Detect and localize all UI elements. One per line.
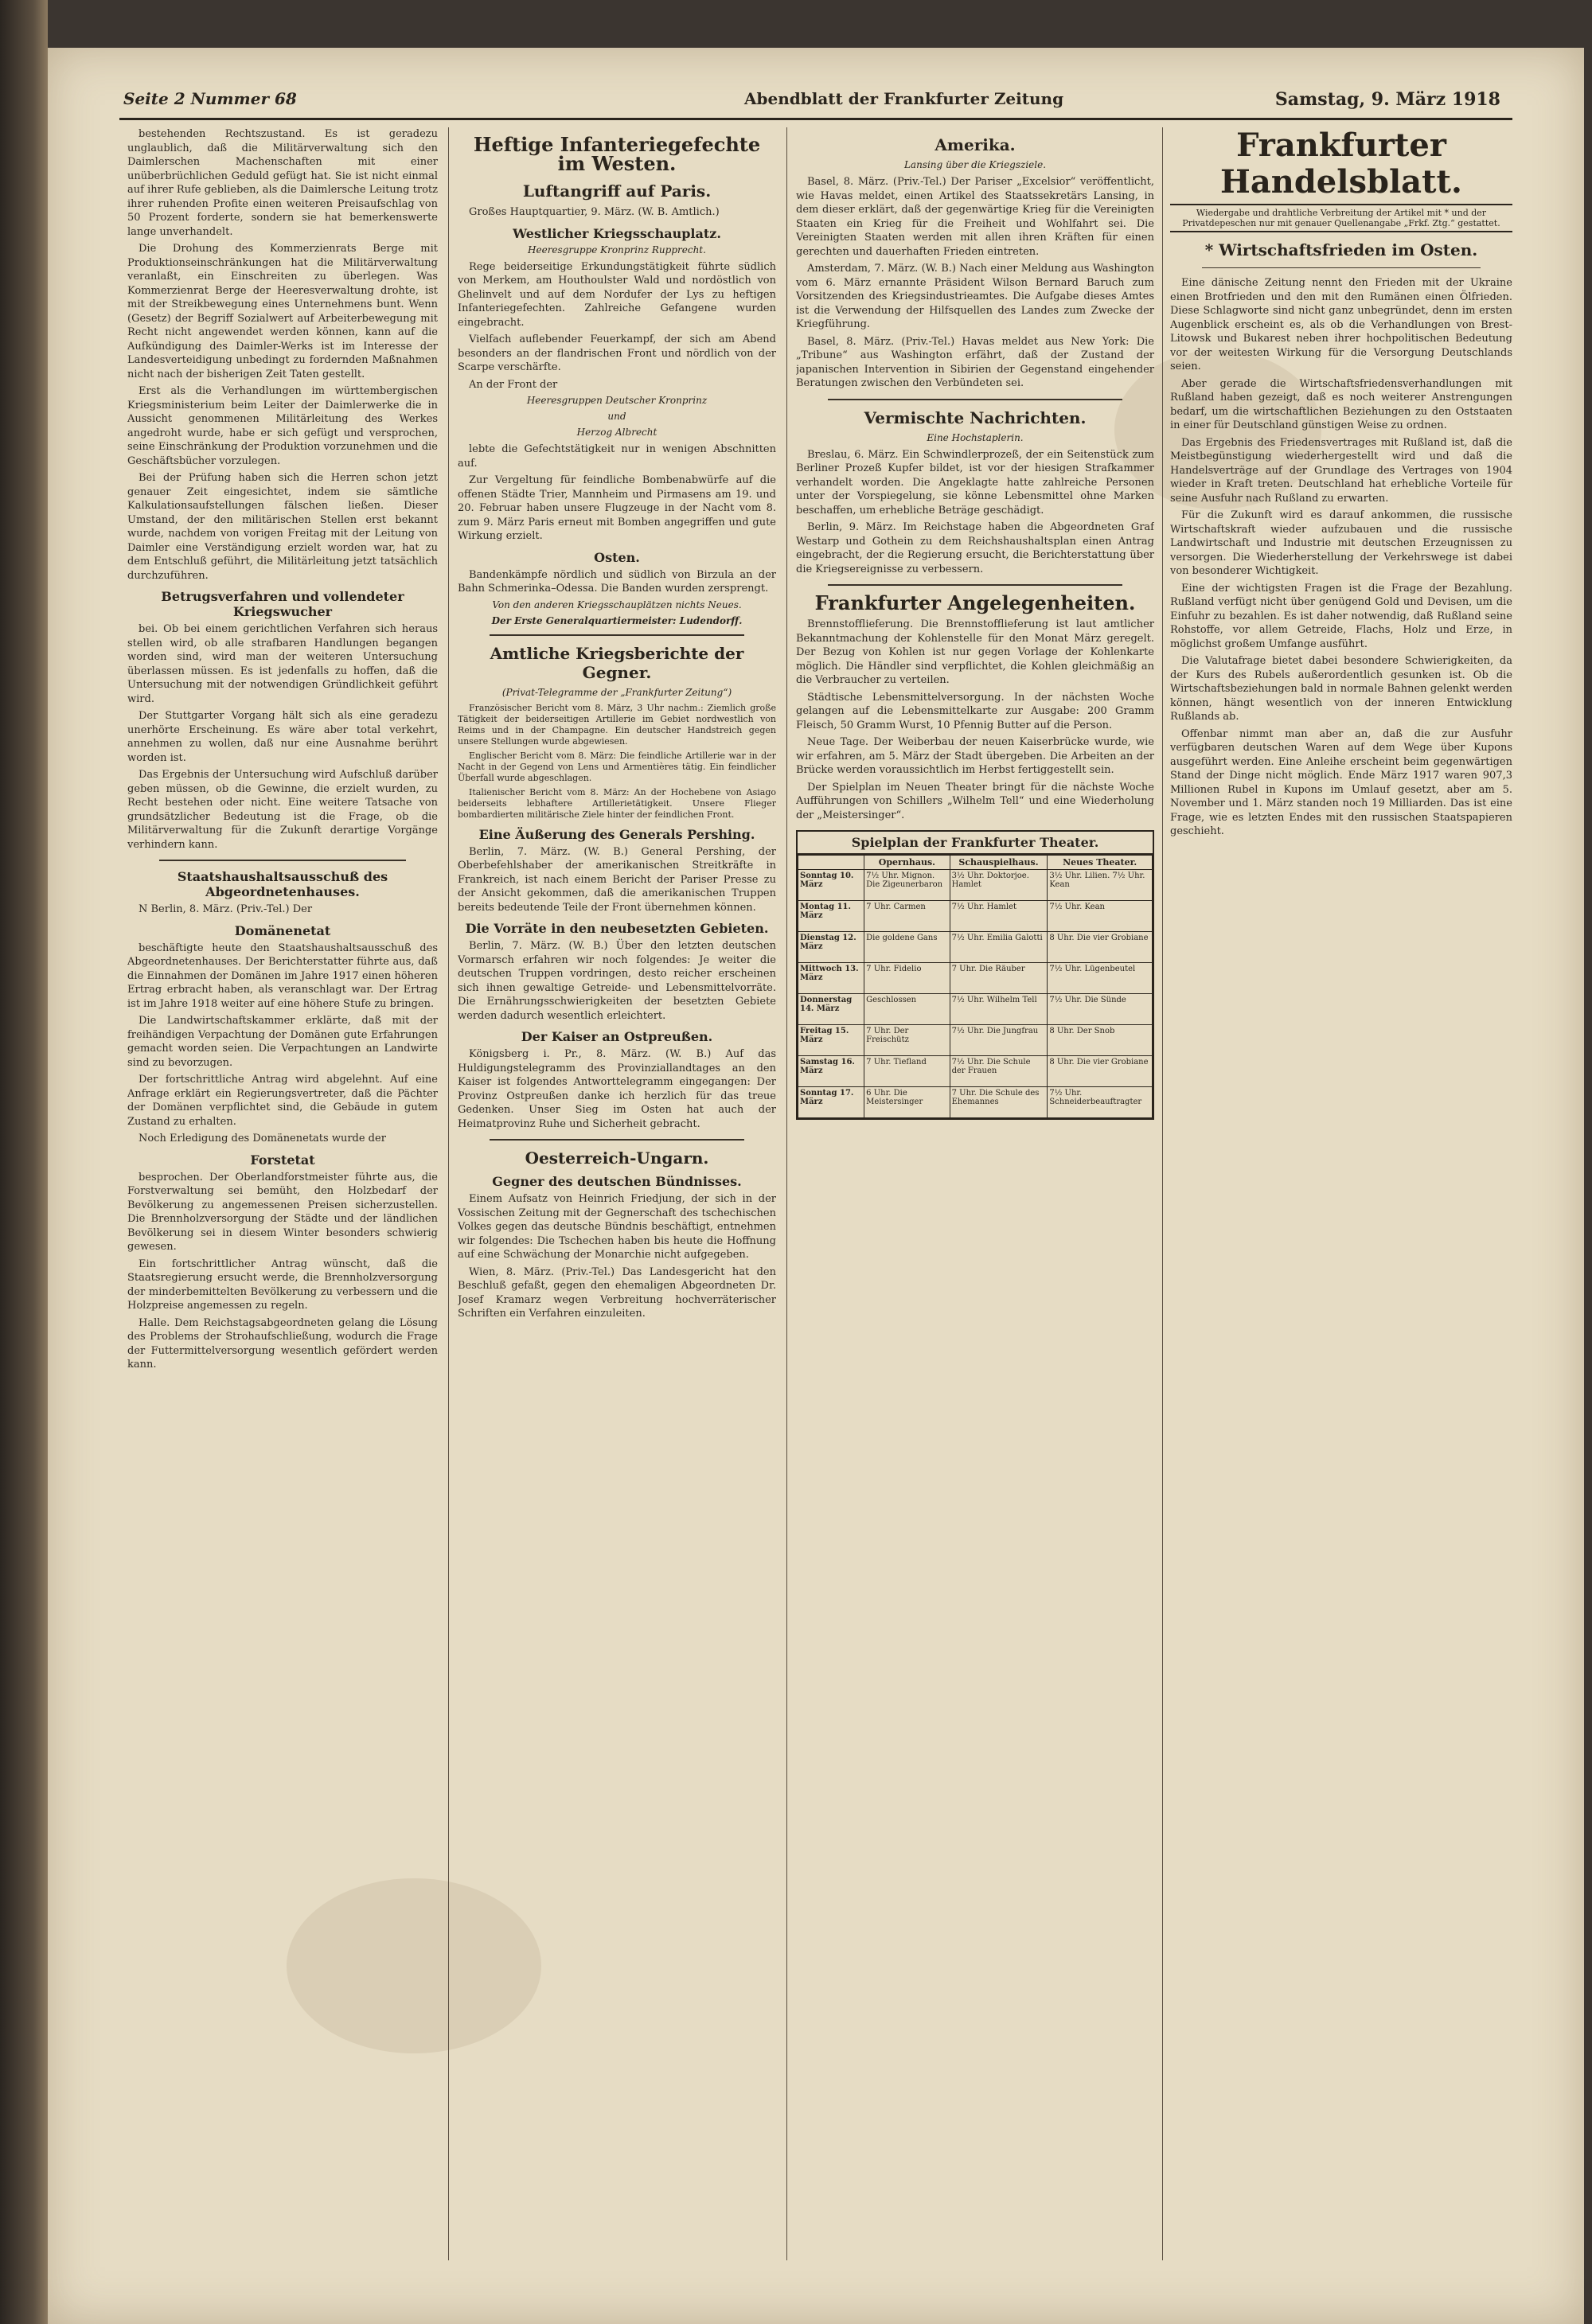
- table-row: [798, 994, 1153, 1025]
- army-group: Heeresgruppen Deutscher Kronprinz: [526, 395, 708, 406]
- issue-date: Samstag, 9. März 1918: [1274, 89, 1500, 110]
- sub-headline: Luftangriff auf Paris.: [522, 181, 712, 201]
- article-paragraph: Breslau, 6. März. Ein Schwindlerprozeß, der ein Seitenstück zum Berliner Prozeß Kupfer bildet, ist vor der hiesigen Strafkammer verhandelt worden. Die Angeklagte hatte zahlreiche Personen unter der Vorspiegelung, sie könne Lebensmittel ohne Marken beschaffen, um erhebliche Beträge geschädigt.: [796, 448, 1154, 517]
- section-heading: Frankfurter Angelegenheiten.: [814, 591, 1136, 614]
- section-heading: Amtliche Kriegsberichte der Gegner.: [490, 643, 744, 682]
- article-paragraph: Erst als die Verhandlungen im württembergischen Kriegsministerium beim Leiter der Daimlerwerke die in Aussicht genommenen Militärleitung des Werkes angedroht wurde, habe er sich gefügt und versprochen, seine Einschränkung der Produktion vorzunehmen und die Geschäftsbücher vorzulegen.: [127, 385, 438, 467]
- article-paragraph: Italienischer Bericht vom 8. März: An der Hochebene von Asiago beiderseits lebhaftere Artillerietätigkeit. Unsere Flieger bombardierten militärische Ziele hinter der feindlichen Front.: [458, 786, 776, 820]
- table-cell: 8 Uhr. Der Snob: [1048, 1025, 1153, 1056]
- section-divider: [490, 634, 744, 636]
- article-paragraph: Für die Zukunft wird es darauf ankommen, die russische Wirtschaftskraft wieder aufzubauen und die russische Landwirtschaft und Industrie mit deutschen Erzeugnissen zu versorgen. Die Wiederherstellung der Verkehrswege ist dabei von besonderer Wichtigkeit.: [1170, 509, 1512, 577]
- table-cell: 7½ Uhr. Die Jungfrau: [950, 1025, 1048, 1056]
- header-rule: [119, 118, 1512, 120]
- table-row: [798, 1056, 1153, 1087]
- book-gutter: [0, 0, 48, 2324]
- column-divider: [1162, 127, 1163, 2260]
- article-paragraph: Amsterdam, 7. März. (W. B.) Nach einer Meldung aus Washington vom 6. März ernannte Präsident Wilson Bernard Baruch zum Vorsitzenden des Kriegsindustrieamtes. Die Aufgabe dieses Amtes ist die Verwendung der Hilfsquellen des Landes zum Zwecke der Kriegführung.: [796, 263, 1154, 330]
- table-row: [798, 1025, 1153, 1056]
- table-cell: Freitag 15. März: [798, 1025, 864, 1056]
- article-paragraph: Der fortschrittliche Antrag wird abgelehnt. Auf eine Anfrage erklärt ein Regierungsvertreter, daß die Pächter der Domänen verpflichtet sind, die Gebäude in gutem Zustand zu erhalten.: [127, 1074, 438, 1128]
- article-paragraph: Die Valutafrage bietet dabei besondere Schwierigkeiten, da der Kurs des Rubels außerordentlich gesunken ist. Ob die Wirtschaftsbeziehungen bald in normale Bahnen gelenkt werden können, hängt wesentlich von der inneren Entwicklung Rußlands ab.: [1170, 655, 1512, 723]
- article-paragraph: Wien, 8. März. (Priv.-Tel.) Das Landesgericht hat den Beschluß gefaßt, gegen den ehemaligen Abgeordneten Dr. Josef Kramarz wegen Verbreitung hochverräterischer Schriften ein Verfahren einzuleiten.: [458, 1265, 776, 1320]
- section-note: (Privat-Telegramme der „Frankfurter Zeitung“): [501, 686, 732, 698]
- table-cell: 7 Uhr. Carmen: [864, 901, 950, 932]
- article-paragraph: Berlin, 9. März. Im Reichstage haben die Abgeordneten Graf Westarp und Gothein zu dem Reichshaushaltsplan einen Antrag eingebracht, der die Regierung ersucht, die Berichterstattung über die Kriegsereignisse zu verbessern.: [796, 521, 1154, 575]
- column-4: [1170, 127, 1512, 2268]
- article-heading: * Wirtschaftsfrieden im Osten.: [1204, 240, 1478, 259]
- table-cell: Donnerstag 14. März: [798, 994, 864, 1025]
- table-row: [798, 901, 1153, 932]
- section-divider: [490, 1139, 744, 1141]
- table-cell: 7 Uhr. Die Schule des Ehemannes: [950, 1087, 1048, 1118]
- dateline: N Berlin, 8. März. (Priv.-Tel.) Der: [139, 903, 313, 915]
- army-group: Herzog Albrecht: [576, 427, 657, 438]
- section-divider: [1202, 267, 1481, 268]
- table-cell: 7½ Uhr. Emilia Galotti: [950, 932, 1048, 963]
- table-row: [798, 1087, 1153, 1118]
- article-paragraph: Brennstofflieferung. Die Brennstofflieferung ist laut amtlicher Bekanntmachung der Kohlenstelle für den Monat März geregelt. Der Bezug von Kohlen ist nur gegen Vorlage der Kohlenkarte möglich. Die Händler sind verpflichtet, die Kohlen gleichmäßig an die Verbraucher zu verteilen.: [796, 618, 1154, 686]
- section-heading: Oesterreich-Ungarn.: [525, 1148, 709, 1168]
- headline: Heftige Infanteriegefechte im Westen.: [473, 133, 761, 175]
- section-sub: Lansing über die Kriegsziele.: [903, 159, 1047, 170]
- article-paragraph: Offenbar nimmt man aber an, daß die zur Ausfuhr verfügbaren deutschen Waren auf dem Wege über Kupons ausgeführt werden. Eine Anleihe erscheint beim gegenwärtigen Stand der Dinge nicht möglich. Ende März 1917 waren 907,3 Millionen Rubel in Kupons im Umlauf gesetzt, aber am 5. November und 1. März standen noch 19 Milliarden. Das ist eine Frage, wie es letzten Endes mit den russischen Staatspapieren geschieht.: [1170, 727, 1512, 837]
- table-cell: Montag 11. März: [798, 901, 864, 932]
- section-divider: [828, 399, 1122, 400]
- sub-heading: Der Kaiser an Ostpreußen.: [521, 1029, 713, 1044]
- article-paragraph: Einem Aufsatz von Heinrich Friedjung, der sich in der Vossischen Zeitung mit der Gegnerschaft des tschechischen Volkes gegen das deutsche Bündnis beschäftigt, entnehmen wir folgendes: Die Tschechen haben bis heute die Hoffnung auf eine Schwächung der Monarchie nicht aufgegeben.: [458, 1193, 776, 1261]
- army-group: Heeresgruppe Kronprinz Rupprecht.: [528, 244, 706, 255]
- table-row: [798, 870, 1153, 901]
- article-paragraph: Neue Tage. Der Weiberbau der neuen Kaiserbrücke wurde, wie wir erfahren, am 5. März der Stadt übergeben. Die Arbeiten an der Brücke werden voraussichtlich im Herbst fertiggestellt sein.: [796, 736, 1154, 776]
- table-cell: Dienstag 12. März: [798, 932, 864, 963]
- other-fronts: Von den anderen Kriegsschauplätzen nichts Neues.: [492, 599, 742, 610]
- article-paragraph: beschäftigte heute den Staatshaushaltsausschuß des Abgeordnetenhauses. Der Berichterstatter führte aus, daß die Einnahmen der Domänen im Jahre 1917 einen höheren Ertrag erbracht haben, als veranschlagt war. Der Ertrag ist im Jahre 1918 weiter auf eine höhere Stufe zu bringen.: [127, 942, 438, 1010]
- table-cell: 7½ Uhr. Lügenbeutel: [1048, 963, 1153, 994]
- article-paragraph: Das Ergebnis der Untersuchung wird Aufschluß darüber geben müssen, ob die Gewinne, die erzielt wurden, zu Recht bestehen oder nicht. Eine weitere Tatsache von grundsätzlicher Bedeutung ist die Frage, ob die Militärverwaltung für die Zukunft derartige Vorgänge verhindern kann.: [127, 769, 438, 851]
- article-paragraph: Ein fortschrittlicher Antrag wünscht, daß die Staatsregierung ersucht werde, die Brennholzversorgung der minderbemittelten Bevölkerung zu verbessern und die Holzpreise angemessen zu regeln.: [127, 1258, 438, 1312]
- table-cell: Die goldene Gans: [864, 932, 950, 963]
- table-cell: 3½ Uhr. Lilien. 7½ Uhr. Kean: [1048, 870, 1153, 901]
- article-paragraph: Bei der Prüfung haben sich die Herren schon jetzt genauer Zeit eingesichtet, indem sie sämtliche Kalkulationsaufstellungen fälschen ließen. Dieser Umstand, der den militärischen Stellen erst bekannt wurde, nachdem von vorigen Freitag mit der Leitung von Daimler eine Verständigung erzielt worden war, hat zu dem Entschluß geführt, die Militärleitung jetzt tatsächlich durchzuführen.: [127, 472, 438, 582]
- theater-title: Spielplan der Frankfurter Theater.: [798, 832, 1153, 855]
- table-header: [798, 856, 864, 870]
- article-paragraph: Städtische Lebensmittelversorgung. In der nächsten Woche gelangen auf die Lebensmittelkarte zur Ausgabe: 200 Gramm Fleisch, 50 Gramm Wurst, 10 Pfennig Butter auf die Person.: [796, 691, 1154, 731]
- sub-heading: Eine Äußerung des Generals Pershing.: [478, 826, 755, 842]
- article-paragraph: Eine dänische Zeitung nennt den Frieden mit der Ukraine einen Brotfrieden und den mit den Rumänen einen Ölfrieden. Diese Schlagworte sind nicht ganz unbegründet, denn im ersten Augenblick erscheint es, als ob die Verhandlungen von Brest-Litowsk und Bukarest neben ihrer hochpolitischen Bedeutung vor der weitesten Wirkung für die Versorgung Deutschlands seien.: [1170, 277, 1512, 372]
- table-cell: 7½ Uhr. Die Sünde: [1048, 994, 1153, 1025]
- article-paragraph: Bandenkämpfe nördlich und südlich von Birzula an der Bahn Schmerinka–Odessa. Die Banden wurden zersprengt.: [458, 568, 776, 595]
- table-row: [798, 932, 1153, 963]
- article-paragraph: Berlin, 7. März. (W. B.) General Pershing, der Oberbefehlshaber der amerikanischen Streitkräfte in Frankreich, ist nach einem Bericht der Pariser Presse zu der Ansicht gekommen, daß die amerikanischen Truppen bereits bedeutende Teile der Front übernehmen können.: [458, 845, 776, 914]
- table-cell: 7½ Uhr. Hamlet: [950, 901, 1048, 932]
- inline-heading: Betrugsverfahren und vollendeter Kriegswucher: [161, 589, 404, 619]
- handelsblatt-note: Wiedergabe und drahtliche Verbreitung der Artikel mit * und der Privatdepeschen nur mit genauer Quellenangabe „Frkf. Ztg.“ gestattet.: [1170, 204, 1512, 232]
- running-head: [76, 89, 1508, 121]
- table-cell: 7 Uhr. Fidelio: [864, 963, 950, 994]
- article-paragraph: Aber gerade die Wirtschaftsfriedensverhandlungen mit Rußland haben gezeigt, daß es noch weiterer Anstrengungen bedarf, um die wirtschaftlichen Beziehungen zu den Oststaaten in einer für Deutschland günstigen Weise zu ordnen.: [1170, 377, 1512, 431]
- article-paragraph: Die Drohung des Kommerzienrats Berge mit Produktionseinschränkungen hat die Militärverwaltung veranlaßt, ein Einschreiten zu überlegen. Was Kommerzienrat Berge der Heeresverwaltung drohte, ist mit der Streikbewegung eines Unternehmens bunt. Wenn (Gesetz) der Begriff Sozialwert auf Arbeiterbewegung mit Recht nicht angewendet werden können, kann auf die Aufkündigung des Daimler-Werks ist im Interesse der Landesverteidigung unbedingt zu fordernden Maßnahmen nicht nach der bisherigen Zeit Taten gestellt.: [127, 243, 438, 380]
- article-paragraph: bestehenden Rechtszustand. Es ist geradezu unglaublich, daß die Militärverwaltung sich den Daimlerschen Machenschaften mit einer unüberbrüchlichen Geduld gefügt hat. Sie ist nicht einmal auf ihrer Rufe geblieben, als die Daimlersche Leitung trotz ihrer ruhenden Profite einen weiteren Preisaufschlag von 50 Prozent forderte, sondern sie hat bemerkenswerte lange unverhandelt.: [127, 128, 438, 238]
- table-cell: 7 Uhr. Tiefland: [864, 1056, 950, 1087]
- article-paragraph: Berlin, 7. März. (W. B.) Über den letzten deutschen Vormarsch erfahren wir noch folgendes: Je weiter die deutschen Truppen vordringen, desto reicher erscheinen sich ihnen gewaltige Getreide- und Lebensmittelvorräte. Die Ernährungsschwierigkeiten der besetzten Gebiete werden dadurch wesentlich erleichtert.: [458, 940, 776, 1022]
- article-paragraph: Rege beiderseitige Erkundungstätigkeit führte südlich von Merkem, am Houthoulster Wald und nordöstlich von Ghelinvelt und auf dem Nordufer der Lys zu heftigen Infanteriegefechten. Zahlreiche Gefangene wurden eingebracht.: [458, 260, 776, 329]
- column-1: [127, 127, 438, 2268]
- table-cell: 6 Uhr. Die Meistersinger: [864, 1087, 950, 1118]
- table-cell: Mittwoch 13. März: [798, 963, 864, 994]
- section-sub: Eine Hochstaplerin.: [927, 431, 1024, 443]
- article-paragraph: An der Front der: [469, 378, 558, 391]
- paper-title: Abendblatt der Frankfurter Zeitung: [744, 89, 1064, 108]
- sub-heading: Forstetat: [250, 1152, 315, 1168]
- section-heading: Staatshaushaltsausschuß des Abgeordnetenhauses.: [177, 869, 388, 899]
- table-cell: Geschlossen: [864, 994, 950, 1025]
- table-cell: 7½ Uhr. Die Schule der Frauen: [950, 1056, 1048, 1087]
- theater-schedule: [796, 830, 1154, 1120]
- article-paragraph: bei. Ob bei einem gerichtlichen Verfahren sich heraus stellen wird, ob alle strafbaren Handlungen begangen worden sind, wird man der weiteren Untersuchung überlassen müssen. Es ist jedenfalls zu hoffen, daß die Untersuchung mit der notwendigen Gründlichkeit geführt wird.: [127, 623, 438, 705]
- article-paragraph: Das Ergebnis des Friedensvertrages mit Rußland ist, daß die Meistbegünstigung wiederhergestellt wird und daß die Handelsverträge auf der Grundlage des Vertrages von 1904 wieder in Kraft treten. Deutschland hat erhebliche Vorteile für seine Ausfuhr nach Rußland zu erwarten.: [1170, 436, 1512, 505]
- sub-heading: Osten.: [594, 549, 640, 565]
- article-paragraph: Vielfach auflebender Feuerkampf, der sich am Abend besonders an der flandrischen Front und nördlich von der Scarpe verschärfte.: [458, 333, 776, 373]
- dateline: Großes Hauptquartier, 9. März. (W. B. Amtlich.): [469, 206, 720, 218]
- table-cell: 7 Uhr. Die Räuber: [950, 963, 1048, 994]
- table-header: Schauspielhaus.: [950, 856, 1048, 870]
- article-paragraph: Französischer Bericht vom 8. März, 3 Uhr nachm.: Ziemlich große Tätigkeit der beiderseitigen Artillerie im Gebiet nordwestlich von Reims und in der Champagne. Ein deutscher Handstreich gegen unsere Stellungen wurde abgewiesen.: [458, 702, 776, 747]
- table-cell: 3½ Uhr. Doktorjoe. Hamlet: [950, 870, 1048, 901]
- table-cell: 7½ Uhr. Schneiderbeauftragter: [1048, 1087, 1153, 1118]
- article-paragraph: Zur Vergeltung für feindliche Bombenabwürfe auf die offenen Städte Trier, Mannheim und Pirmasens am 19. und 20. Februar haben unsere Flugzeuge in der Nacht vom 8. zum 9. März Paris erneut mit Bomben angegriffen und gute Wirkung erzielt.: [458, 474, 776, 542]
- table-header: Neues Theater.: [1048, 856, 1153, 870]
- section-divider: [828, 584, 1122, 586]
- article-paragraph: Eine der wichtigsten Fragen ist die Frage der Bezahlung. Rußland verfügt nicht über genügend Gold und Devisen, um die Einfuhr zu bezahlen. Es ist daher notwendig, daß Rußland seine Rohstoffe, vor allem Getreide, Flachs, Holz und Erze, in möglichst großem Umfange ausführt.: [1170, 582, 1512, 650]
- sub-heading: Westlicher Kriegsschauplatz.: [513, 225, 721, 241]
- section-heading: Vermischte Nachrichten.: [864, 407, 1087, 427]
- article-paragraph: Englischer Bericht vom 8. März: Die feindliche Artillerie war in der Nacht in der Gegend von Lens und Armentières tätig. Ein feindlicher Überfall wurde abgeschlagen.: [458, 750, 776, 783]
- article-paragraph: Königsberg i. Pr., 8. März. (W. B.) Auf das Huldigungstelegramm des Provinziallandtages an den Kaiser ist folgendes Antworttelegramm eingegangen: Der Provinz Ostpreußen danke ich herzlich für das treue Gedenken. Unser Sieg im Osten hat auch der Heimatprovinz Ruhe und Sicherheit gebracht.: [458, 1048, 776, 1130]
- signature: Der Erste Generalquartiermeister: Ludendorff.: [491, 614, 743, 626]
- table-cell: 7 Uhr. Der Freischütz: [864, 1025, 950, 1056]
- table-cell: Samstag 16. März: [798, 1056, 864, 1087]
- article-paragraph: Basel, 8. März. (Priv.-Tel.) Der Pariser „Excelsior“ veröffentlicht, wie Havas meldet, einen Artikel des Staatssekretärs Lansing, in dem dieser erklärt, daß der gegenwärtige Krieg für die Vereinigten Staaten ein Krieg für die Freiheit und Wohlfahrt sei. Die Vereinigten Staaten werden mit allen ihren Kräften für einen gerechten und dauerhaften Frieden eintreten.: [796, 176, 1154, 258]
- sub-heading: Domänenetat: [234, 922, 331, 938]
- table-cell: Sonntag 10. März: [798, 870, 864, 901]
- table-row: [798, 963, 1153, 994]
- section-divider: [159, 860, 406, 861]
- table-cell: 7½ Uhr. Wilhelm Tell: [950, 994, 1048, 1025]
- table-cell: 7½ Uhr. Kean: [1048, 901, 1153, 932]
- sub-heading: Gegner des deutschen Bündnisses.: [492, 1174, 742, 1189]
- table-cell: Sonntag 17. März: [798, 1087, 864, 1118]
- column-3: [796, 127, 1154, 2268]
- article-paragraph: lebte die Gefechtstätigkeit nur in wenigen Abschnitten auf.: [458, 443, 776, 470]
- column-divider: [448, 127, 449, 2260]
- article-paragraph: Die Landwirtschaftskammer erklärte, daß mit der freihändigen Verpachtung der Domänen gute Erfahrungen gemacht worden seien. Die Verpachtungen an Landwirte sind zu bevorzugen.: [127, 1015, 438, 1069]
- table-cell: 7½ Uhr. Mignon. Die Zigeunerbaron: [864, 870, 950, 901]
- article-paragraph: Der Spielplan im Neuen Theater bringt für die nächste Woche Aufführungen von Schillers „Wilhelm Tell“ und eine Wiederholung der „Meistersinger“.: [796, 781, 1154, 821]
- conjunction: und: [607, 411, 626, 422]
- article-paragraph: besprochen. Der Oberlandforstmeister führte aus, die Forstverwaltung sei bemüht, den Holzbedarf der Bevölkerung zu angemessenen Preisen sicherzustellen. Die Brennholzversorgung der Städte und der ländlichen Bevölkerung sei in diesem Winter besonders schwierig gewesen.: [127, 1171, 438, 1253]
- article-paragraph: Basel, 8. März. (Priv.-Tel.) Havas meldet aus New York: Die „Tribune“ aus Washington erfährt, daß der Zustand der japanischen Intervention in Sibirien der Gegenstand eingehender Beratungen zwischen den Verbündeten sei.: [796, 335, 1154, 389]
- table-header: Opernhaus.: [864, 856, 950, 870]
- article-paragraph: Der Stuttgarter Vorgang hält sich als eine geradezu unerhörte Erscheinung. Es wäre aber total verkehrt, annehmen zu wollen, daß nur eine Ausnahme berührt worden ist.: [127, 710, 438, 764]
- section-heading: Amerika.: [935, 135, 1016, 154]
- column-2: [458, 127, 776, 2268]
- table-cell: 8 Uhr. Die vier Grobiane: [1048, 932, 1153, 963]
- theater-table: [798, 855, 1153, 1118]
- table-cell: 8 Uhr. Die vier Grobiane: [1048, 1056, 1153, 1087]
- article-paragraph: Halle. Dem Reichstagsabgeordneten gelang die Lösung des Problems der Strohaufschließung, wodurch die Frage der Futtermittelversorgung wesentlich gefördert werden kann.: [127, 1316, 438, 1371]
- column-divider: [786, 127, 787, 2260]
- article-paragraph: Noch Erledigung des Domänenetats wurde der: [139, 1133, 386, 1144]
- page-label: Seite 2 Nummer 68: [123, 89, 297, 108]
- sub-heading: Die Vorräte in den neubesetzten Gebieten.: [465, 921, 769, 936]
- handelsblatt-title: Frankfurter Handelsblatt.: [1220, 127, 1462, 201]
